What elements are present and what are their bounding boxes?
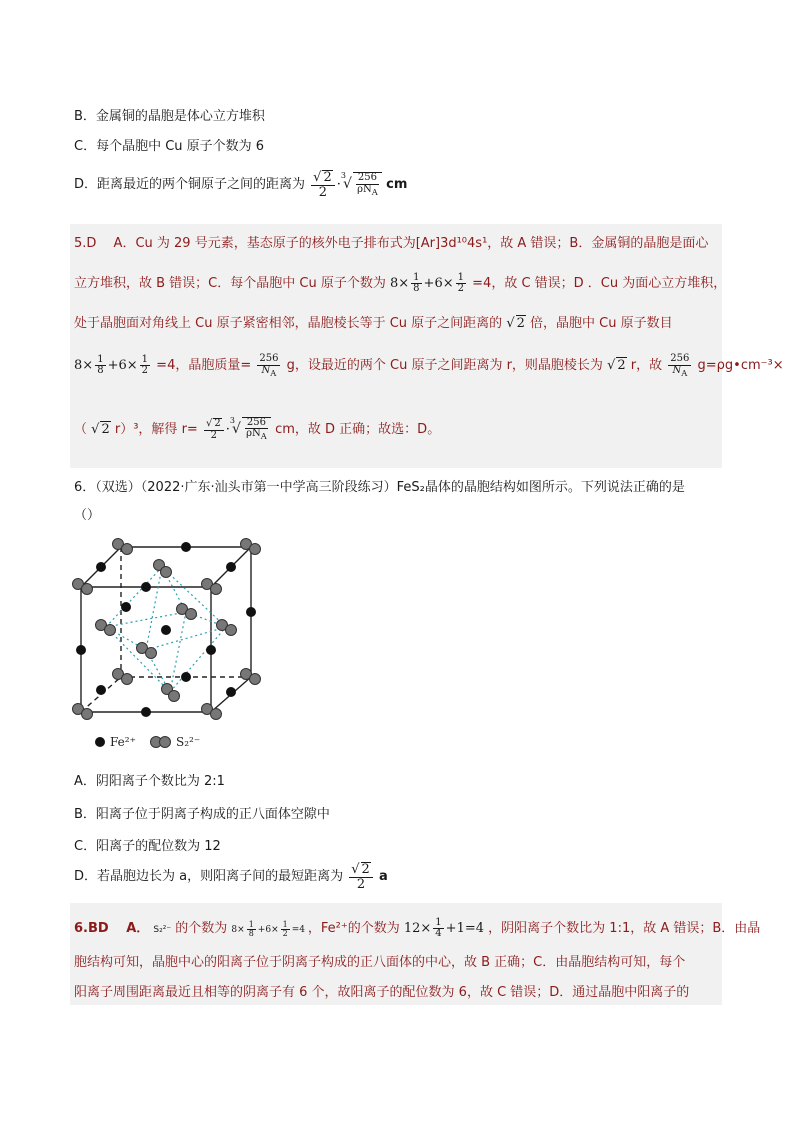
q5-answer-row4: 8× $\frac{1}{8}$ +6× $\frac{1}{2}$ =4，晶胞质量= $\frac{256}{N_A}$ g，设最近的两个 Cu 原子之间距离为 r，则晶胞棱长为 √ 2 r，故 $\frac{256}{N_A}$ g=ρg•cm⁻³× (74, 353, 784, 378)
fe-legend-label: Fe²⁺ (110, 735, 136, 749)
q5-answer-row1: 5.D A．Cu 为 29 号元素，基态原子的核外电子排布式为[Ar]3d¹⁰4s¹，故 A 错误；B．金属铜的晶胞是面心 (74, 236, 709, 251)
q6-answer-row3: 阳离子周围距离最近且相等的阴离子有 6 个，故阳离子的配位数为 6，故 C 错误；D．通过晶胞中阳离子的 (74, 985, 690, 1000)
q5-option-c: C．每个晶胞中 Cu 原子个数为 6 (74, 139, 265, 154)
q6-paren: （） (74, 508, 101, 523)
q6-answer-row1: 6.BD A． S₂²⁻ 的个数为 8× $\frac{1}{8}$ +6× $\frac{1}{2}$ =4 ，Fe²⁺的个数为 12× $\frac{1}{4}$ +1=4 ，阴阳离子个数比为 1:1，故 A 错误；B．由晶 (74, 916, 761, 939)
q6-option-a: A．阴阳离子个数比为 2:1 (74, 774, 225, 789)
q6-answer-row2: 胞结构可知，晶胞中心的阳离子位于阴离子构成的正八面体的中心，故 B 正确；C．由晶胞结构可知，每个 (74, 955, 686, 970)
fe-legend-marker (95, 737, 105, 747)
q6-option-c: C．阳离子的配位数为 12 (74, 839, 221, 854)
q6-stem: 6．（双选）（2022·广东·汕头市第一中学高三阶段练习）FeS₂晶体的晶胞结构如图所示。下列说法正确的是 (74, 480, 685, 495)
q5-option-d-formula: $\frac{√ 2}{2}$ ·$^3$√ $\frac{256}{\rho N_A}$ (309, 177, 386, 192)
s2-legend-label: S₂²⁻ (176, 735, 201, 749)
q5-option-d-text: D．距离最近的两个铜原子之间的距离为 (74, 177, 306, 193)
q5-answer-row2: 立方堆积，故 B 错误；C．每个晶胞中 Cu 原子个数为 8× $\frac{1}{8}$ +6× $\frac{1}{2}$ =4，故 C 错误；D ．Cu 为面心立方堆积， (74, 271, 727, 294)
q5-answer-row5: （ √ 2 r）³，解得 r= $\frac{√ 2}{2}$ ·$^3$√ $\frac{256}{\rho N_A}$ cm，故 D 正确；故选：D。 (74, 416, 441, 442)
fes2-unit-cell-diagram (66, 532, 276, 754)
q5-option-d (74, 170, 407, 199)
q5-option-b: B．金属铜的晶胞是体心立方堆积 (74, 109, 265, 124)
q6-answer-block (70, 903, 761, 1005)
q6-option-d: D．若晶胞边长为 a，则阳离子间的最短距离为 $\frac{√ 2}{2}$ a (74, 862, 388, 892)
q6-option-b: B．阳离子位于阴离子构成的正八面体空隙中 (74, 807, 330, 822)
q5-answer-row3: 处于晶胞面对角线上 Cu 原子紧密相邻，晶胞棱长等于 Cu 原子之间距离的 √ 2 倍，晶胞中 Cu 原子数目 (74, 316, 673, 331)
q5-option-d-unit: cm (386, 177, 408, 193)
q5-answer-block (70, 224, 784, 468)
